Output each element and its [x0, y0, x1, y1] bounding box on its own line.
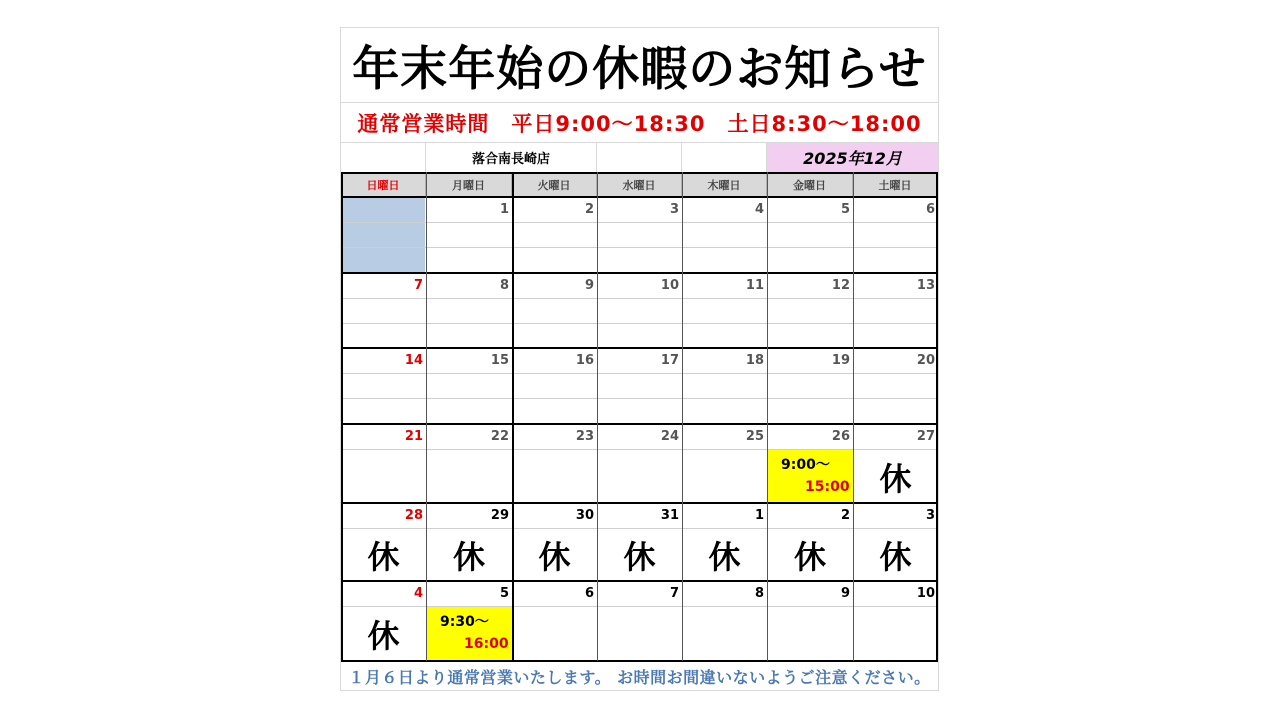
date-number: 21: [404, 429, 423, 444]
date-number: 8: [754, 586, 764, 601]
weekday-0: 日曜日: [341, 172, 426, 197]
grid-line: [341, 373, 938, 374]
date-number: 12: [831, 278, 850, 293]
date-number: 8: [499, 278, 509, 293]
business-hours: 通常営業時間 平日9:00〜18:30 土日8:30〜18:00: [341, 103, 938, 143]
date-number: 26: [831, 429, 850, 444]
weekday-header: [341, 172, 938, 197]
grid-line: [341, 222, 938, 223]
date-number: 4: [413, 586, 423, 601]
date-number: 15: [490, 353, 509, 368]
weekday-4: 木曜日: [682, 172, 767, 197]
date-number: 10: [660, 278, 679, 293]
date-number: 29: [490, 508, 509, 523]
closed-mark: 休: [452, 538, 485, 576]
date-number: 24: [660, 429, 679, 444]
date-number: 4: [754, 202, 764, 217]
date-number: 1: [499, 202, 509, 217]
date-number: 5: [499, 586, 509, 601]
date-number: 22: [490, 429, 509, 444]
date-number: 13: [916, 278, 935, 293]
empty-day-cell: [341, 198, 425, 272]
page-title: 年末年始の休暇のお知らせ: [341, 28, 938, 103]
grid-line: [341, 398, 938, 399]
weekday-2: 火曜日: [512, 172, 597, 197]
grid-line: [341, 323, 938, 324]
date-number: 10: [916, 586, 935, 601]
grid-line: [341, 606, 938, 607]
closed-mark: 休: [367, 617, 400, 655]
date-number: 9: [840, 586, 850, 601]
date-number: 16: [575, 353, 594, 368]
closed-mark: 休: [879, 459, 912, 498]
special-close-time: 16:00: [464, 636, 509, 652]
date-number: 14: [404, 353, 423, 368]
date-number: 1: [754, 508, 764, 523]
date-number: 9: [584, 278, 594, 293]
store-row-blank: [597, 143, 682, 172]
closed-mark: 休: [879, 538, 912, 576]
month-label: 2025年12月: [767, 143, 938, 172]
closed-mark: 休: [623, 538, 656, 576]
special-close-time: 15:00: [805, 479, 850, 495]
weekday-5: 金曜日: [767, 172, 853, 197]
weekday-1: 月曜日: [426, 172, 512, 197]
closed-mark: 休: [367, 538, 400, 576]
store-name: 落合南長崎店: [426, 143, 597, 172]
closed-mark: 休: [708, 538, 741, 576]
closed-mark: 休: [538, 538, 571, 576]
date-number: 3: [925, 508, 935, 523]
date-number: 6: [584, 586, 594, 601]
date-number: 6: [925, 202, 935, 217]
date-number: 7: [669, 586, 679, 601]
date-number: 30: [575, 508, 594, 523]
grid-line: [341, 247, 938, 248]
grid-line: [341, 298, 938, 299]
store-row-blank: [341, 143, 426, 172]
date-number: 28: [404, 508, 423, 523]
date-number: 20: [916, 353, 935, 368]
footer-note: １月６日より通常営業いたします。 お時間お間違いないようご注意ください。: [348, 667, 931, 687]
date-number: 18: [745, 353, 764, 368]
weekday-3: 水曜日: [597, 172, 682, 197]
date-number: 19: [831, 353, 850, 368]
closed-mark: 休: [793, 538, 826, 576]
store-row-blank: [682, 143, 767, 172]
grid-line: [341, 172, 938, 174]
weekday-6: 土曜日: [853, 172, 938, 197]
date-number: 2: [840, 508, 850, 523]
date-number: 2: [584, 202, 594, 217]
date-number: 3: [669, 202, 679, 217]
date-number: 5: [840, 202, 850, 217]
special-open-time: 9:30〜: [440, 614, 489, 630]
grid-line: [341, 449, 938, 450]
date-number: 23: [575, 429, 594, 444]
date-number: 27: [916, 429, 935, 444]
date-number: 11: [745, 278, 764, 293]
date-number: 31: [660, 508, 679, 523]
store-row: [341, 143, 938, 172]
date-number: 7: [413, 278, 423, 293]
date-number: 17: [660, 353, 679, 368]
special-open-time: 9:00〜: [781, 457, 830, 473]
date-number: 25: [745, 429, 764, 444]
